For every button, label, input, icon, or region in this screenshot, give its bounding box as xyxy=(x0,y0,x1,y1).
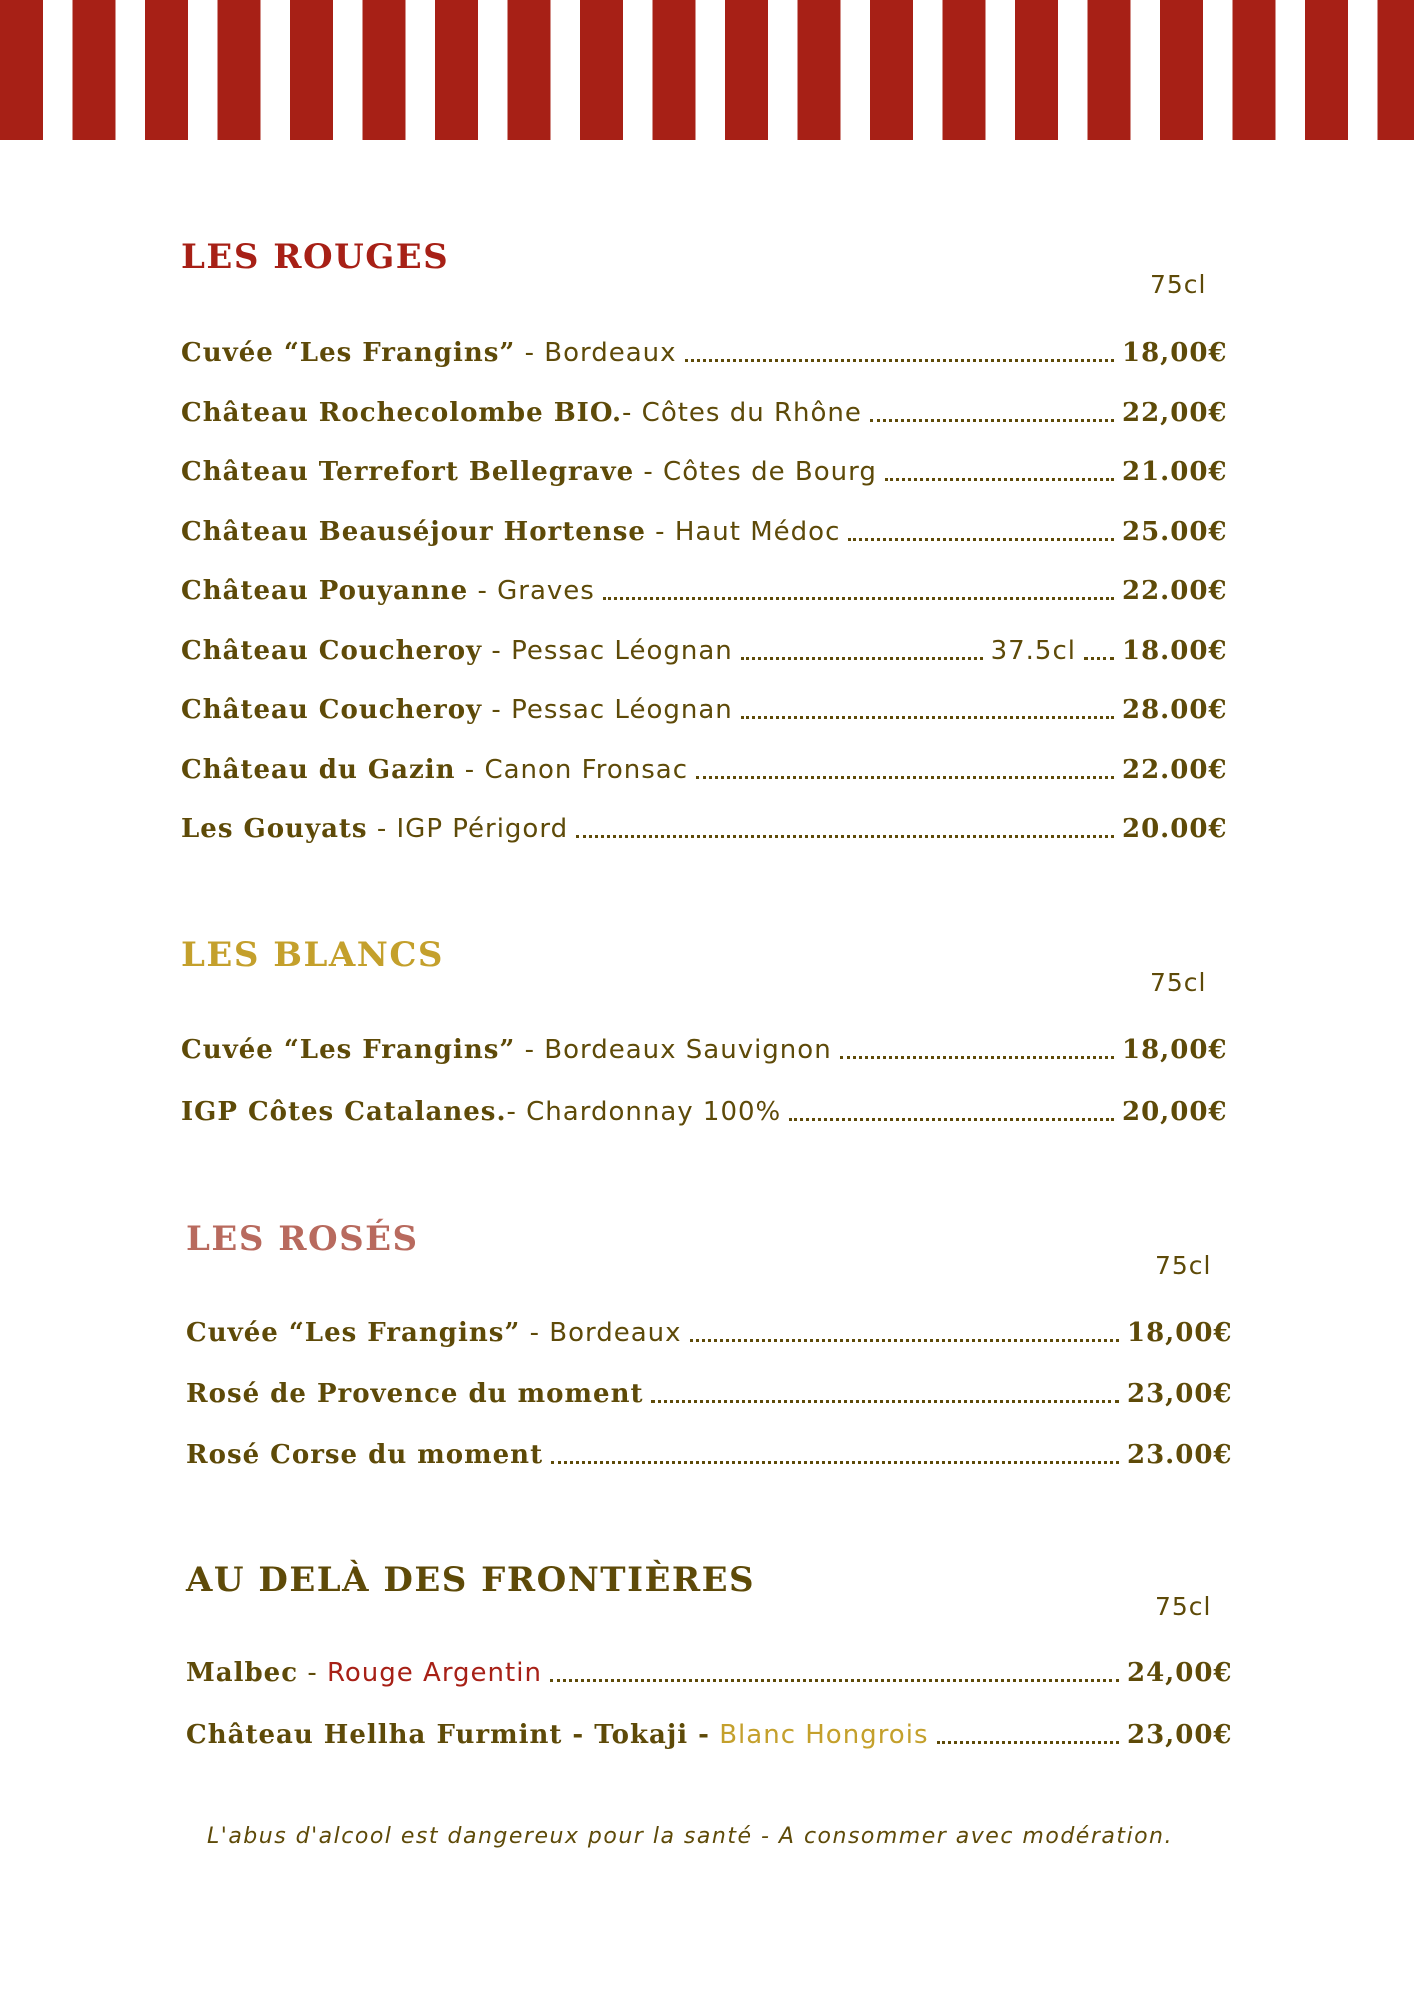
separator: - xyxy=(455,754,485,785)
wine-row xyxy=(181,754,1228,785)
wine-name: IGP Côtes Catalanes. xyxy=(181,1097,507,1127)
wine-price: 23,00€ xyxy=(1127,1720,1233,1750)
wine-name: Château Rochecolombe BIO. xyxy=(181,397,623,428)
wine-appellation: Côtes du Rhône xyxy=(641,397,862,428)
bottle-size: 37.5cl xyxy=(990,635,1076,666)
wine-row xyxy=(186,1442,1232,1468)
dot-leader xyxy=(741,716,1114,719)
wine-name: Rosé de Provence du moment xyxy=(186,1379,644,1409)
wine-appellation: Côtes de Bourg xyxy=(663,457,877,487)
wine-appellation: Bordeaux Sauvignon xyxy=(544,1035,832,1065)
dot-leader xyxy=(840,1056,1114,1059)
wine-name: Château Hellha Furmint - Tokaji - xyxy=(186,1720,710,1750)
wine-name: Cuvée “Les Frangins” xyxy=(181,338,516,368)
separator: - xyxy=(520,1318,550,1348)
section-title: LES ROSÉS xyxy=(186,1219,419,1259)
wine-name: Les Gouyats xyxy=(181,814,368,844)
dot-leader xyxy=(696,776,1114,779)
dot-leader xyxy=(937,1741,1120,1744)
dot-leader xyxy=(1084,657,1114,660)
wine-name: Château Terrefort Bellegrave xyxy=(181,457,635,487)
dot-leader xyxy=(576,835,1114,838)
wine-name: Château Pouyanne xyxy=(181,576,469,606)
wine-appellation: Pessac Léognan xyxy=(511,635,733,666)
wine-row xyxy=(186,1320,1232,1346)
wine-row xyxy=(186,1381,1232,1407)
wine-price: 20.00€ xyxy=(1122,814,1228,844)
wine-price: 18,00€ xyxy=(1122,1035,1228,1065)
wine-appellation: Canon Fronsac xyxy=(484,754,689,785)
separator: - xyxy=(515,1035,545,1065)
wine-row xyxy=(186,1660,1232,1686)
wine-row xyxy=(181,816,1227,842)
dot-leader xyxy=(551,1461,1119,1464)
wine-name: Cuvée “Les Frangins” xyxy=(186,1318,521,1348)
wine-appellation: Chardonnay 100% xyxy=(526,1097,782,1127)
wine-price: 18,00€ xyxy=(1127,1318,1233,1348)
wine-name: Château Beauséjour Hortense xyxy=(181,516,646,547)
wine-row xyxy=(181,397,1228,428)
wine-appellation: Haut Médoc xyxy=(674,516,841,547)
section-title: AU DELÀ DES FRONTIÈRES xyxy=(186,1560,756,1600)
wine-price: 22.00€ xyxy=(1122,754,1228,785)
wine-price: 21.00€ xyxy=(1122,457,1228,487)
separator: - xyxy=(482,635,512,666)
separator: - xyxy=(645,516,675,547)
wine-row xyxy=(186,1722,1232,1748)
separator: - xyxy=(298,1658,327,1688)
separator: - xyxy=(482,695,512,725)
wine-name: Cuvée “Les Frangins” xyxy=(181,1035,516,1065)
dot-leader xyxy=(603,597,1114,600)
wine-appellation: Graves xyxy=(497,576,595,606)
wine-appellation: Bordeaux xyxy=(544,338,677,368)
size-label: 75cl xyxy=(1150,270,1207,299)
wine-price: 22.00€ xyxy=(1122,576,1228,606)
wine-price: 18,00€ xyxy=(1122,338,1228,368)
wine-row xyxy=(181,635,1228,666)
wine-price: 23.00€ xyxy=(1127,1440,1233,1470)
wine-appellation: IGP Périgord xyxy=(396,814,569,844)
size-label: 75cl xyxy=(1155,1251,1212,1280)
wine-appellation: Pessac Léognan xyxy=(511,695,733,725)
wine-appellation: Bordeaux xyxy=(549,1318,682,1348)
dot-leader xyxy=(789,1118,1114,1121)
dot-leader xyxy=(741,657,983,660)
wine-appellation: Rouge Argentin xyxy=(326,1658,542,1688)
separator: - xyxy=(506,1097,527,1127)
section-title: LES BLANCS xyxy=(181,935,444,975)
dot-leader xyxy=(870,419,1114,422)
wine-row xyxy=(181,459,1227,485)
wine-row xyxy=(181,340,1227,366)
separator: - xyxy=(634,457,664,487)
section-title: LES ROUGES xyxy=(181,237,450,277)
wine-row xyxy=(181,1037,1227,1063)
wine-row xyxy=(181,516,1228,547)
wine-price: 18.00€ xyxy=(1122,635,1228,666)
dot-leader xyxy=(885,478,1114,481)
wine-row xyxy=(181,1099,1227,1125)
size-label: 75cl xyxy=(1155,1592,1212,1621)
separator: - xyxy=(468,576,498,606)
dot-leader xyxy=(550,1679,1119,1682)
striped-header-banner xyxy=(0,0,1414,140)
separator xyxy=(710,1722,719,1748)
wine-row xyxy=(181,578,1227,604)
wine-price: 22,00€ xyxy=(1122,397,1228,428)
wine-price: 24,00€ xyxy=(1127,1658,1233,1688)
dot-leader xyxy=(685,359,1114,362)
wine-name: Château Coucheroy xyxy=(181,695,483,725)
dot-leader xyxy=(848,538,1114,541)
dot-leader xyxy=(651,1400,1119,1403)
wine-name: Château Coucheroy xyxy=(181,635,483,666)
wine-price: 20,00€ xyxy=(1122,1097,1228,1127)
wine-row xyxy=(181,697,1227,723)
wine-name: Malbec xyxy=(186,1658,299,1688)
wine-name: Rosé Corse du moment xyxy=(186,1440,544,1470)
wine-appellation: Blanc Hongrois xyxy=(719,1720,929,1750)
separator: - xyxy=(622,397,642,428)
wine-price: 25.00€ xyxy=(1122,516,1228,547)
wine-price: 28.00€ xyxy=(1122,695,1228,725)
size-label: 75cl xyxy=(1150,968,1207,997)
dot-leader xyxy=(690,1339,1119,1342)
separator: - xyxy=(367,814,397,844)
wine-name: Château du Gazin xyxy=(181,754,456,785)
separator: - xyxy=(515,338,545,368)
health-warning: L'abus d'alcool est dangereux pour la santé - A consommer avec modération. xyxy=(207,1824,1173,1849)
wine-price: 23,00€ xyxy=(1127,1379,1233,1409)
